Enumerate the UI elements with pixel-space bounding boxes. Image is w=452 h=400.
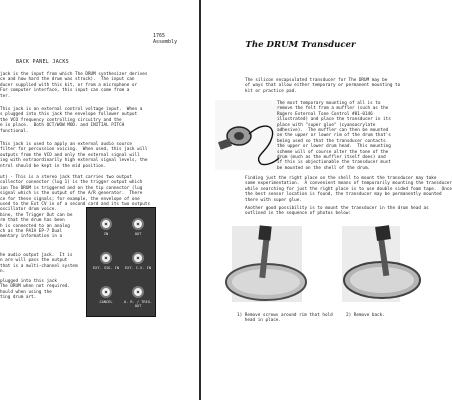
jack-ext-sig-icon bbox=[100, 252, 112, 264]
paragraph-transducer-intro: The silicon encapsulated transducer for The DRUM may be of ways that allow either temporary or permanent mounting to kit or practice pad. bbox=[245, 78, 401, 94]
paragraph-ext-cv: This jack is an external control voltage input. When a s plugged into this jack the envelope follower output the VCO frequency controlling circuitry and the e in place. Both OCT/WOW MOD. and INITIAL PITCH functional. bbox=[0, 107, 143, 134]
page-title: The DRUM Transducer bbox=[245, 40, 356, 50]
jack-cancel-icon bbox=[100, 286, 112, 298]
jack-cancel bbox=[91, 282, 121, 310]
jack-in-icon bbox=[100, 218, 112, 230]
jack-ext-sig-label: EXT. SIG. IN bbox=[93, 266, 119, 270]
paragraph-temporary-mounting: The most temporary mounting of all is to remove the felt from a muffler (such as the Rogers External Tone Control #81-0146 illustrated) and place the transducer in its place with "super glue" (cyanoacrylate adhesive). The muffler can then be mounted on the upper or lower rim of the drum that's being used so that the transducer contacts the upper or lower drum head. This mounting scheme will of course alter the tone of the drum (much as the muffler itself does) and if this is objectionable the transducer must be mounted on the shell of the drum. bbox=[277, 101, 391, 171]
jack-out bbox=[123, 214, 153, 242]
paragraph-plugged: plugged into this jack The DRUM when not required. hould when using the ting drum art. bbox=[0, 279, 70, 301]
caption-step-2: 2) Remove back. bbox=[346, 313, 385, 318]
right-page bbox=[201, 0, 452, 400]
jack-ext-sig bbox=[91, 248, 121, 276]
remove-screws-photo bbox=[232, 226, 302, 302]
doc-number: 1765 bbox=[153, 33, 166, 39]
left-page bbox=[0, 0, 199, 400]
paragraph-input-jack: jack is the input from which The DRUM synthesizer derives ce and how hard the drum was struck). The input can ducer supplied with this kit, or from a microphone or For computer interface, this input can come from a ter. bbox=[0, 72, 148, 99]
jack-in bbox=[91, 214, 121, 242]
jack-ar-trig bbox=[123, 282, 153, 310]
jack-cancel-label: CANCEL bbox=[99, 300, 113, 304]
section-heading: BACK PANEL JACKS bbox=[16, 59, 69, 65]
jack-out-label: OUT bbox=[134, 232, 142, 236]
caption-step-1: 1) Remove screws around rim that hold head in place. bbox=[237, 313, 333, 324]
paragraph-ext-signal: This jack is used to apply an external audio source filter for percussion voicing. When used, this jack will outputs from the VCO and only the external signal will ing with extraordinarily high external signal levels, the ntrol should be kept in the mid position. bbox=[0, 142, 148, 169]
muffler-transducer-photo bbox=[215, 100, 285, 170]
jack-out-icon bbox=[132, 218, 144, 230]
jack-in-label: IN bbox=[103, 232, 109, 236]
back-panel-figure bbox=[86, 207, 156, 317]
jack-ar-trig-icon bbox=[132, 286, 144, 298]
jack-ext-cv-label: EXT. C.V. IN bbox=[125, 266, 151, 270]
paragraph-shell-mounting: Finding just the right place on the shell to mount the transducer may take some experimentation. A convenient means of temporarily mounting the transducer while searching for just the right place is to use double sided foam tape. Once the best sensor location is found, the transducer may be permanently mounted there with super glue. bbox=[245, 176, 452, 203]
jack-ar-trig-label: A. R. / TRIG. OUT bbox=[123, 300, 153, 308]
jack-ext-cv-icon bbox=[132, 252, 144, 264]
paragraph-stereo-jack: ut) - This is a stereo jack that carries two output collector connector (lug 1) is the trigger output which ion The DRUM is triggered and on the tip connector (lug signal which is the output of the A/R generator. There ce for these signals; for example, the envelope of one used to the Ext CV in of a second card and its two outputs oscillator drum voice. bine, the Trigger Out can be rm that the drum has been h is connected to an analog ch as the PAIA EP-7 Dual mentary information in a bbox=[0, 175, 151, 240]
doc-subtitle: Assembly bbox=[153, 39, 178, 45]
paragraph-drum-head: Another good possibility is to mount the transducer in the drum head as outlined in the sequence of photos below: bbox=[245, 206, 429, 217]
remove-back-photo bbox=[342, 226, 400, 302]
paragraph-audio-output: he audio output jack. It is n are will pass the output that is a multi-channel system n. bbox=[0, 253, 78, 275]
jack-ext-cv bbox=[123, 248, 153, 276]
